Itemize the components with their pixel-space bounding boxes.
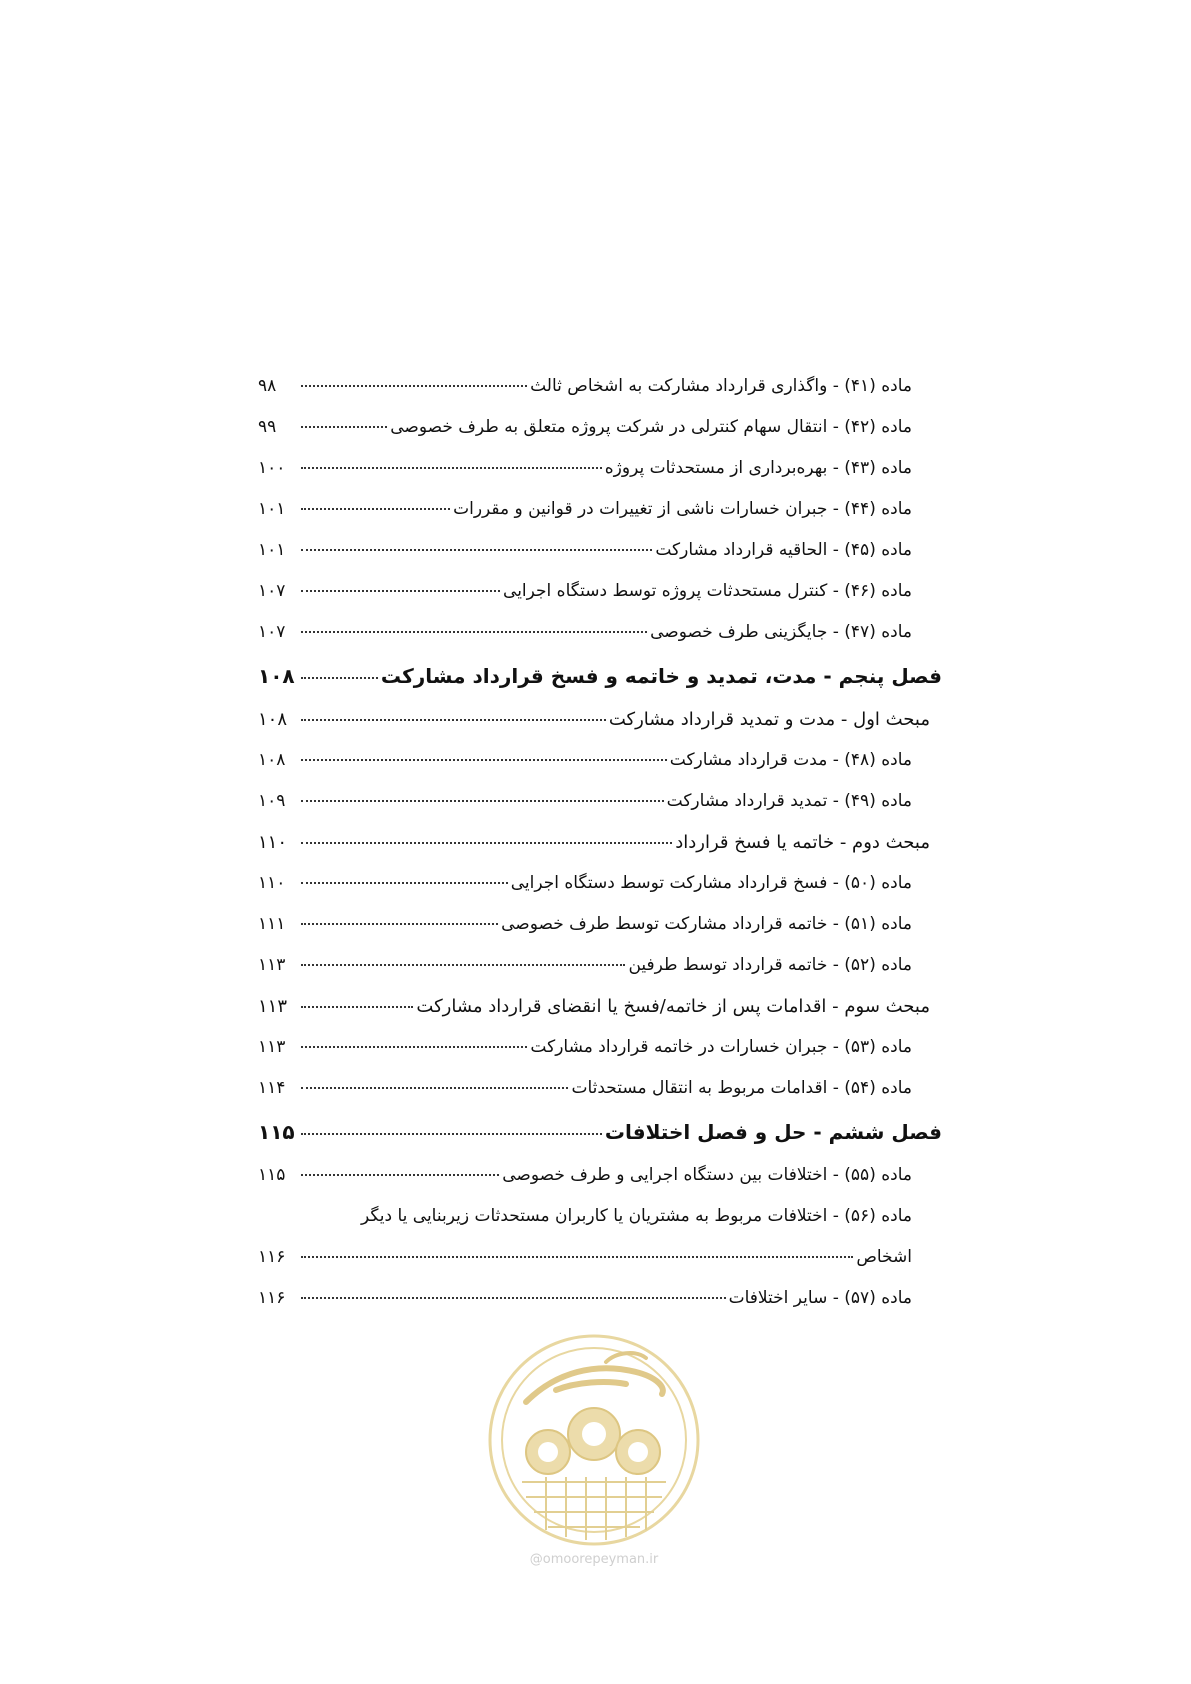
dot-leader (301, 466, 602, 469)
toc-page-number: ۱۱۳ (258, 955, 286, 975)
toc-page-number: ۱۰۷ (258, 581, 286, 601)
dot-leader (301, 548, 652, 551)
dot-leader (301, 1005, 413, 1008)
watermark-text: امورپیمان (591, 1404, 597, 1405)
dot-leader (301, 1296, 726, 1299)
toc-entry-title: ماده (۴۶) - کنترل مستحدثات پروژه توسط دستگاه اجرایی (503, 581, 912, 601)
toc-entry-title: ماده (۴۳) - بهره‌برداری از مستحدثات پروژه (604, 458, 912, 478)
toc-entry-title: مبحث اول - مدت و تمدید قرارداد مشارکت (608, 709, 930, 730)
toc-entry-title: مبحث دوم - خاتمه یا فسخ قرارداد (675, 832, 930, 853)
dot-leader (301, 922, 498, 925)
toc-page-number: ۱۱۵ (258, 1120, 295, 1144)
toc-page-number: ۱۱۶ (258, 1288, 286, 1308)
toc-article-row[interactable] (258, 781, 942, 822)
toc-article-row[interactable] (258, 571, 942, 612)
toc-page-number: ۱۰۱ (258, 499, 286, 519)
dot-leader (301, 963, 625, 966)
toc-entry-title: ماده (۴۷) - جایگزینی طرف خصوصی (650, 622, 912, 642)
toc-page-number: ۱۰۹ (258, 791, 286, 811)
website-url-text: omoorepeyman.ir (542, 1552, 659, 1567)
toc-entry-title: ماده (۵۷) - سایر اختلافات (728, 1288, 912, 1308)
dot-leader (301, 384, 527, 387)
toc-entry-title: ماده (۴۸) - مدت قرارداد مشارکت (669, 750, 912, 770)
website-url: @omoorepeyman.ir (529, 1552, 659, 1567)
toc-entry-title: ماده (۵۱) - خاتمه قرارداد مشارکت توسط طرف خصوصی (501, 914, 912, 934)
toc-page-number: ۱۰۱ (258, 540, 286, 560)
dot-leader (301, 507, 450, 510)
toc-page-number: ۱۰۷ (258, 622, 286, 642)
toc-article-row[interactable] (258, 489, 942, 530)
toc-entry-title: ماده (۵۰) - فسخ قرارداد مشارکت توسط دستگاه اجرایی (510, 873, 912, 893)
toc-chapter-row[interactable] (258, 653, 942, 699)
table-of-contents (258, 366, 942, 1319)
toc-entry-title: ماده (۴۵) - الحاقیه قرارداد مشارکت (655, 540, 912, 560)
dot-leader (301, 1045, 527, 1048)
dot-leader (301, 881, 508, 884)
toc-page-number: ۹۸ (258, 376, 277, 396)
dot-leader (301, 841, 672, 844)
toc-page-number: ۱۱۳ (258, 1037, 286, 1057)
dot-leader (301, 718, 606, 721)
toc-entry-title: ماده (۵۲) - خاتمه قرارداد توسط طرفین (628, 955, 912, 975)
toc-page-number: ۱۱۱ (258, 914, 286, 934)
toc-page-number: ۱۱۴ (258, 1078, 286, 1098)
toc-article-row[interactable] (258, 448, 942, 489)
toc-page-number: ۱۱۶ (258, 1247, 286, 1267)
toc-article-row[interactable] (258, 1278, 942, 1319)
toc-article-row[interactable] (258, 1068, 942, 1109)
toc-page-number: ۱۰۸ (258, 664, 295, 688)
toc-entry-title: اشخاص (856, 1247, 912, 1267)
dot-leader (301, 799, 664, 802)
toc-chapter-row[interactable] (258, 1109, 942, 1155)
toc-entry-title: ماده (۵۴) - اقدامات مربوط به انتقال مستحدثات (571, 1078, 912, 1098)
dot-leader (301, 1173, 499, 1176)
toc-entry-title: مبحث سوم - اقدامات پس از خاتمه/فسخ یا انقضای قرارداد مشارکت (416, 996, 930, 1017)
toc-article-row[interactable] (258, 1155, 942, 1196)
toc-entry-title: فصل پنجم - مدت، تمدید و خاتمه و فسخ قرارداد مشارکت (380, 664, 942, 688)
toc-page-number: ۱۱۵ (258, 1165, 286, 1185)
dot-leader (301, 758, 667, 761)
toc-entry-title: ماده (۵۵) - اختلافات بین دستگاه اجرایی و طرف خصوصی (502, 1165, 912, 1185)
dot-leader (301, 676, 378, 679)
toc-article-row[interactable] (258, 366, 942, 407)
dot-leader (301, 425, 387, 428)
toc-article-row[interactable] (258, 1196, 942, 1237)
toc-page-number: ۱۱۳ (258, 996, 288, 1017)
toc-article-row[interactable] (258, 1237, 942, 1278)
toc-section-row[interactable] (258, 699, 942, 740)
toc-section-row[interactable] (258, 822, 942, 863)
toc-entry-title: ماده (۴۴) - جبران خسارات ناشی از تغییرات در قوانین و مقررات (453, 499, 912, 519)
toc-page-number: ۱۰۰ (258, 458, 286, 478)
toc-article-row[interactable] (258, 904, 942, 945)
dot-leader (301, 1086, 568, 1089)
dot-leader (301, 1132, 602, 1135)
toc-entry-title: ماده (۵۳) - جبران خسارات در خاتمه قرارداد مشارکت (530, 1037, 912, 1057)
toc-entry-title: ماده (۵۶) - اختلافات مربوط به مشتریان یا کاربران مستحدثات زیربنایی یا دیگر (360, 1206, 912, 1226)
toc-entry-title: ماده (۴۲) - انتقال سهام کنترلی در شرکت پروژه متعلق به طرف خصوصی (390, 417, 912, 437)
dot-leader (301, 589, 500, 592)
toc-entry-title: ماده (۴۱) - واگذاری قرارداد مشارکت به اشخاص ثالث (530, 376, 912, 396)
toc-article-row[interactable] (258, 945, 942, 986)
toc-entry-title: ماده (۴۹) - تمدید قرارداد مشارکت (666, 791, 912, 811)
toc-page-number: ۱۱۰ (258, 873, 286, 893)
toc-page-number: ۹۹ (258, 417, 277, 437)
toc-article-row[interactable] (258, 1027, 942, 1068)
toc-article-row[interactable] (258, 612, 942, 653)
dot-leader (301, 630, 647, 633)
toc-article-row[interactable] (258, 740, 942, 781)
toc-article-row[interactable] (258, 407, 942, 448)
dot-leader (301, 1255, 853, 1258)
toc-article-row[interactable] (258, 530, 942, 571)
toc-page-number: ۱۰۸ (258, 750, 286, 770)
toc-page-number: ۱۰۸ (258, 709, 288, 730)
toc-entry-title: فصل ششم - حل و فصل اختلافات (604, 1120, 942, 1144)
toc-page-number: ۱۱۰ (258, 832, 288, 853)
toc-article-row[interactable] (258, 863, 942, 904)
toc-section-row[interactable] (258, 986, 942, 1027)
watermark-logo (486, 1332, 702, 1548)
